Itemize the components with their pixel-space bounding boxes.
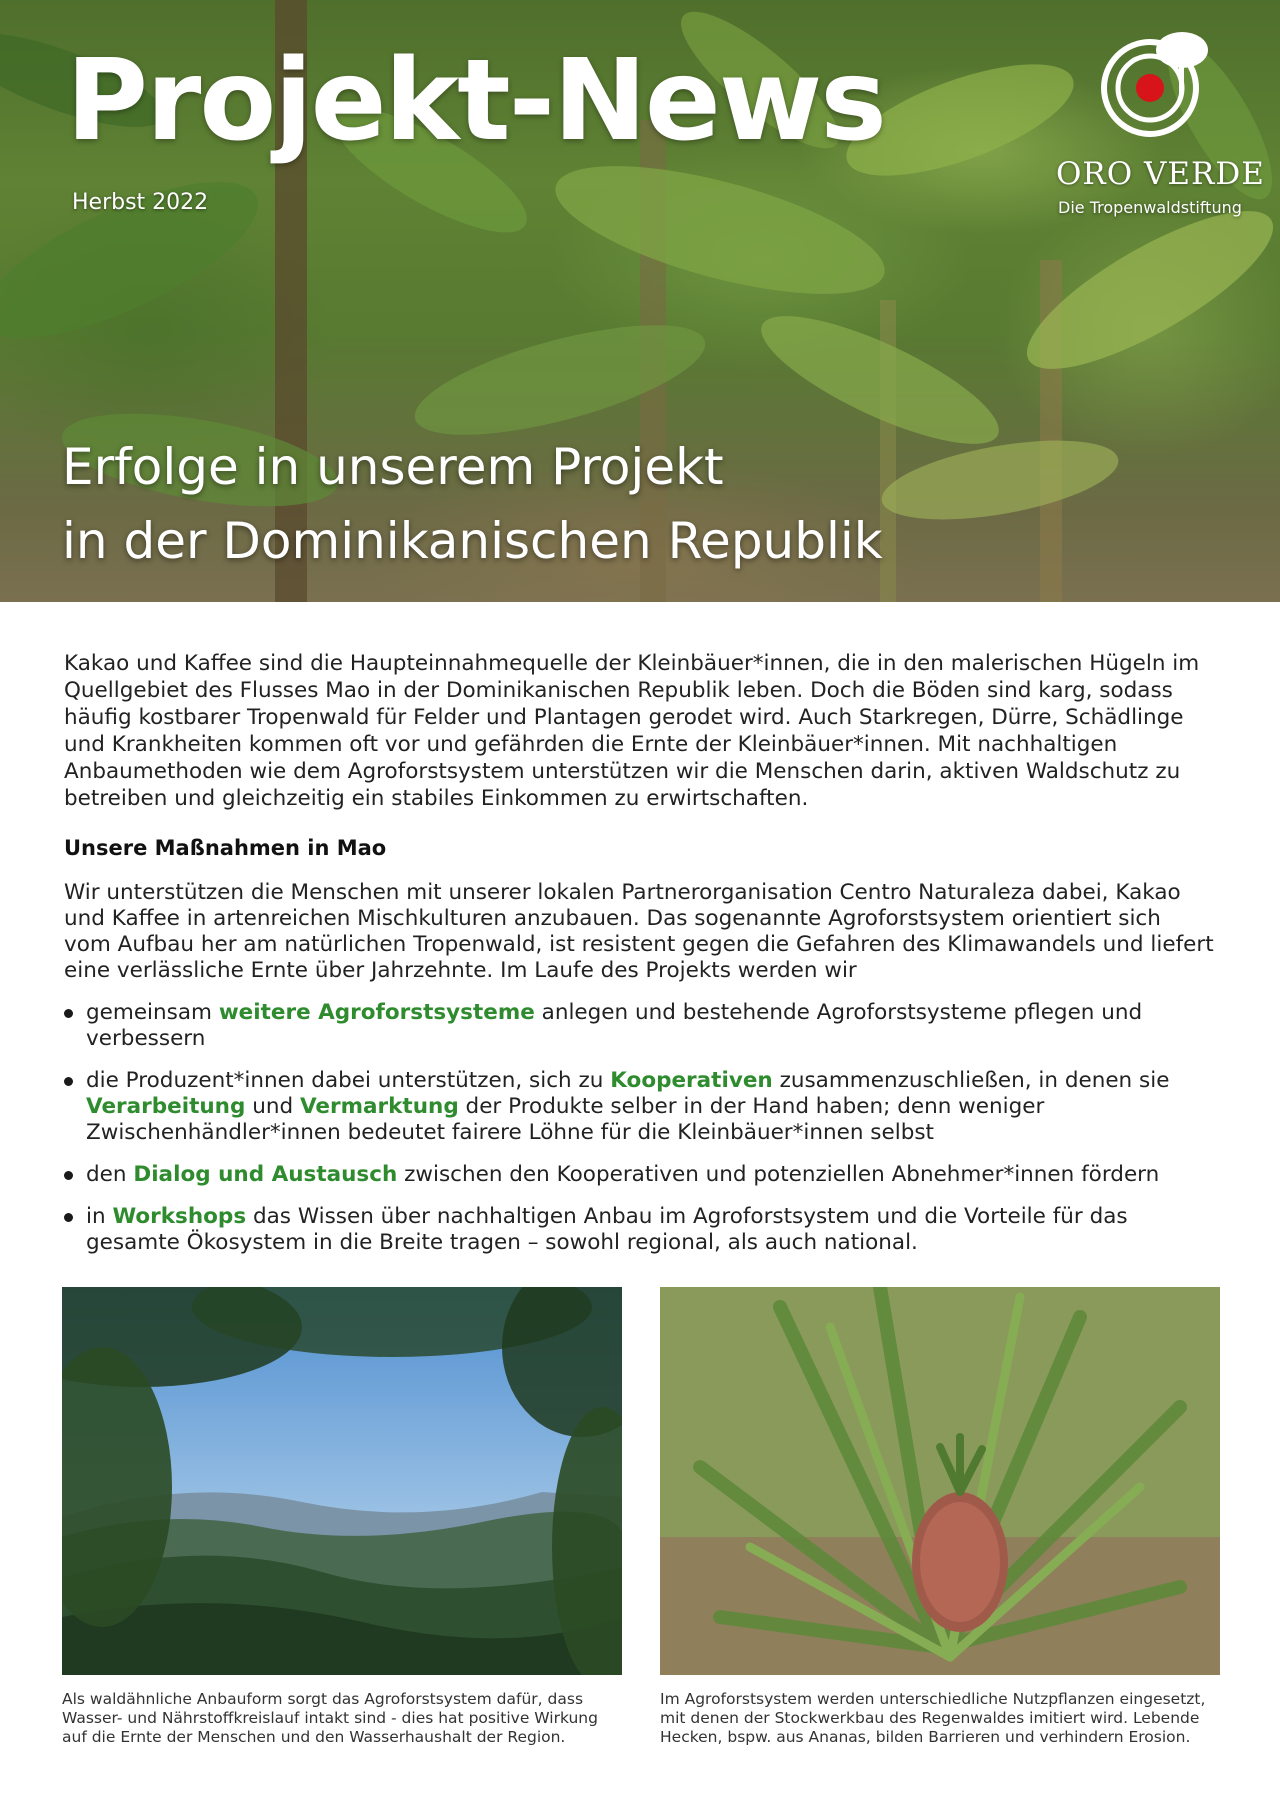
- pineapple-plant-image: [660, 1287, 1220, 1675]
- section-heading: Unsere Maßnahmen in Mao: [64, 836, 387, 860]
- issue-season: Herbst 2022: [72, 190, 209, 215]
- headline-line-1: Erfolge in unserem Projekt: [62, 438, 724, 496]
- bullet-icon: [64, 1213, 73, 1222]
- logo-tagline: Die Tropenwaldstiftung: [1058, 198, 1242, 217]
- measures-paragraph: Wir unterstützen die Menschen mit unserer lokalen Partnerorganisation Centro Naturaleza dabei, Kakao und Kaffee in artenreichen Mischkulturen anzubauen. Das sogenannte Agroforstsystem orientiert sich vom Aufbau her am natürlichen Tropenwald, ist resistent gegen die Gefahren des Klimawandels und liefert eine verlässliche Ernte über Jahrzehnte. Im Laufe des Projekts werden wir: [64, 880, 1214, 983]
- mountain-landscape-image: [62, 1287, 622, 1675]
- hero-banner: [0, 0, 1280, 602]
- headline-line-2: in der Dominikanischen Republik: [62, 512, 883, 570]
- list-item: gemeinsam weitere Agroforstsysteme anlegen und bestehende Agroforstsysteme pflegen und verbessern: [60, 1000, 1220, 1052]
- caption-right: Im Agroforstsystem werden unterschiedliche Nutzpflanzen eingesetzt, mit denen der Stockwerkbau des Regenwaldes imitiert wird. Lebende Hecken, bspw. aus Ananas, bilden Barrieren und verhindern Erosion.: [660, 1690, 1206, 1746]
- page-title: Projekt-News: [66, 36, 885, 166]
- oro-verde-logo: [1050, 28, 1265, 218]
- caption-left: Als waldähnliche Anbauform sorgt das Agroforstsystem dafür, dass Wasser- und Nährstoffkreislauf intakt sind - dies hat positive Wirkung auf die Ernte der Menschen und den Wasserhaushalt der Region.: [62, 1690, 598, 1746]
- bullet-icon: [64, 1171, 73, 1180]
- list-item: in Workshops das Wissen über nachhaltigen Anbau im Agroforstsystem und die Vorteile für das gesamte Ökosystem in die Breite tragen – sowohl regional, als auch national.: [60, 1204, 1220, 1256]
- list-item: die Produzent*innen dabei unterstützen, sich zu Kooperativen zusammenzuschließen, in denen sie Verarbeitung und Vermarktung der Produkte selber in der Hand haben; denn weniger Zwischenhändler*innen bedeutet fairere Löhne für die Kleinbäuer*innen selbst: [60, 1068, 1220, 1146]
- landscape-photo: [62, 1287, 622, 1675]
- logo-emblem-icon: [1100, 28, 1210, 138]
- pineapple-photo: [660, 1287, 1220, 1675]
- headline: [62, 430, 883, 578]
- intro-paragraph: Kakao und Kaffee sind die Haupteinnahmequelle der Kleinbäuer*innen, die in den malerischen Hügeln im Quellgebiet des Flusses Mao in der Dominikanischen Republik leben. Doch die Böden sind karg, sodass häufig kostbarer Tropenwald für Felder und Plantagen gerodet wird. Auch Starkregen, Dürre, Schädlinge und Krankheiten kommen oft vor und gefährden die Ernte der Kleinbäuer*innen. Mit nachhaltigen Anbaumethoden wie dem Agroforstsystem unterstützen wir die Menschen darin, aktiven Waldschutz zu betreiben und gleichzeitig ein stabiles Einkommen zu erwirtschaften.: [64, 651, 1200, 811]
- bullet-icon: [64, 1077, 73, 1086]
- bullet-icon: [64, 1009, 73, 1018]
- measures-list: [60, 1000, 1220, 1256]
- list-item: den Dialog und Austausch zwischen den Kooperativen und potenziellen Abnehmer*innen fördern: [60, 1162, 1220, 1188]
- logo-name: ORO VERDE: [1056, 156, 1265, 192]
